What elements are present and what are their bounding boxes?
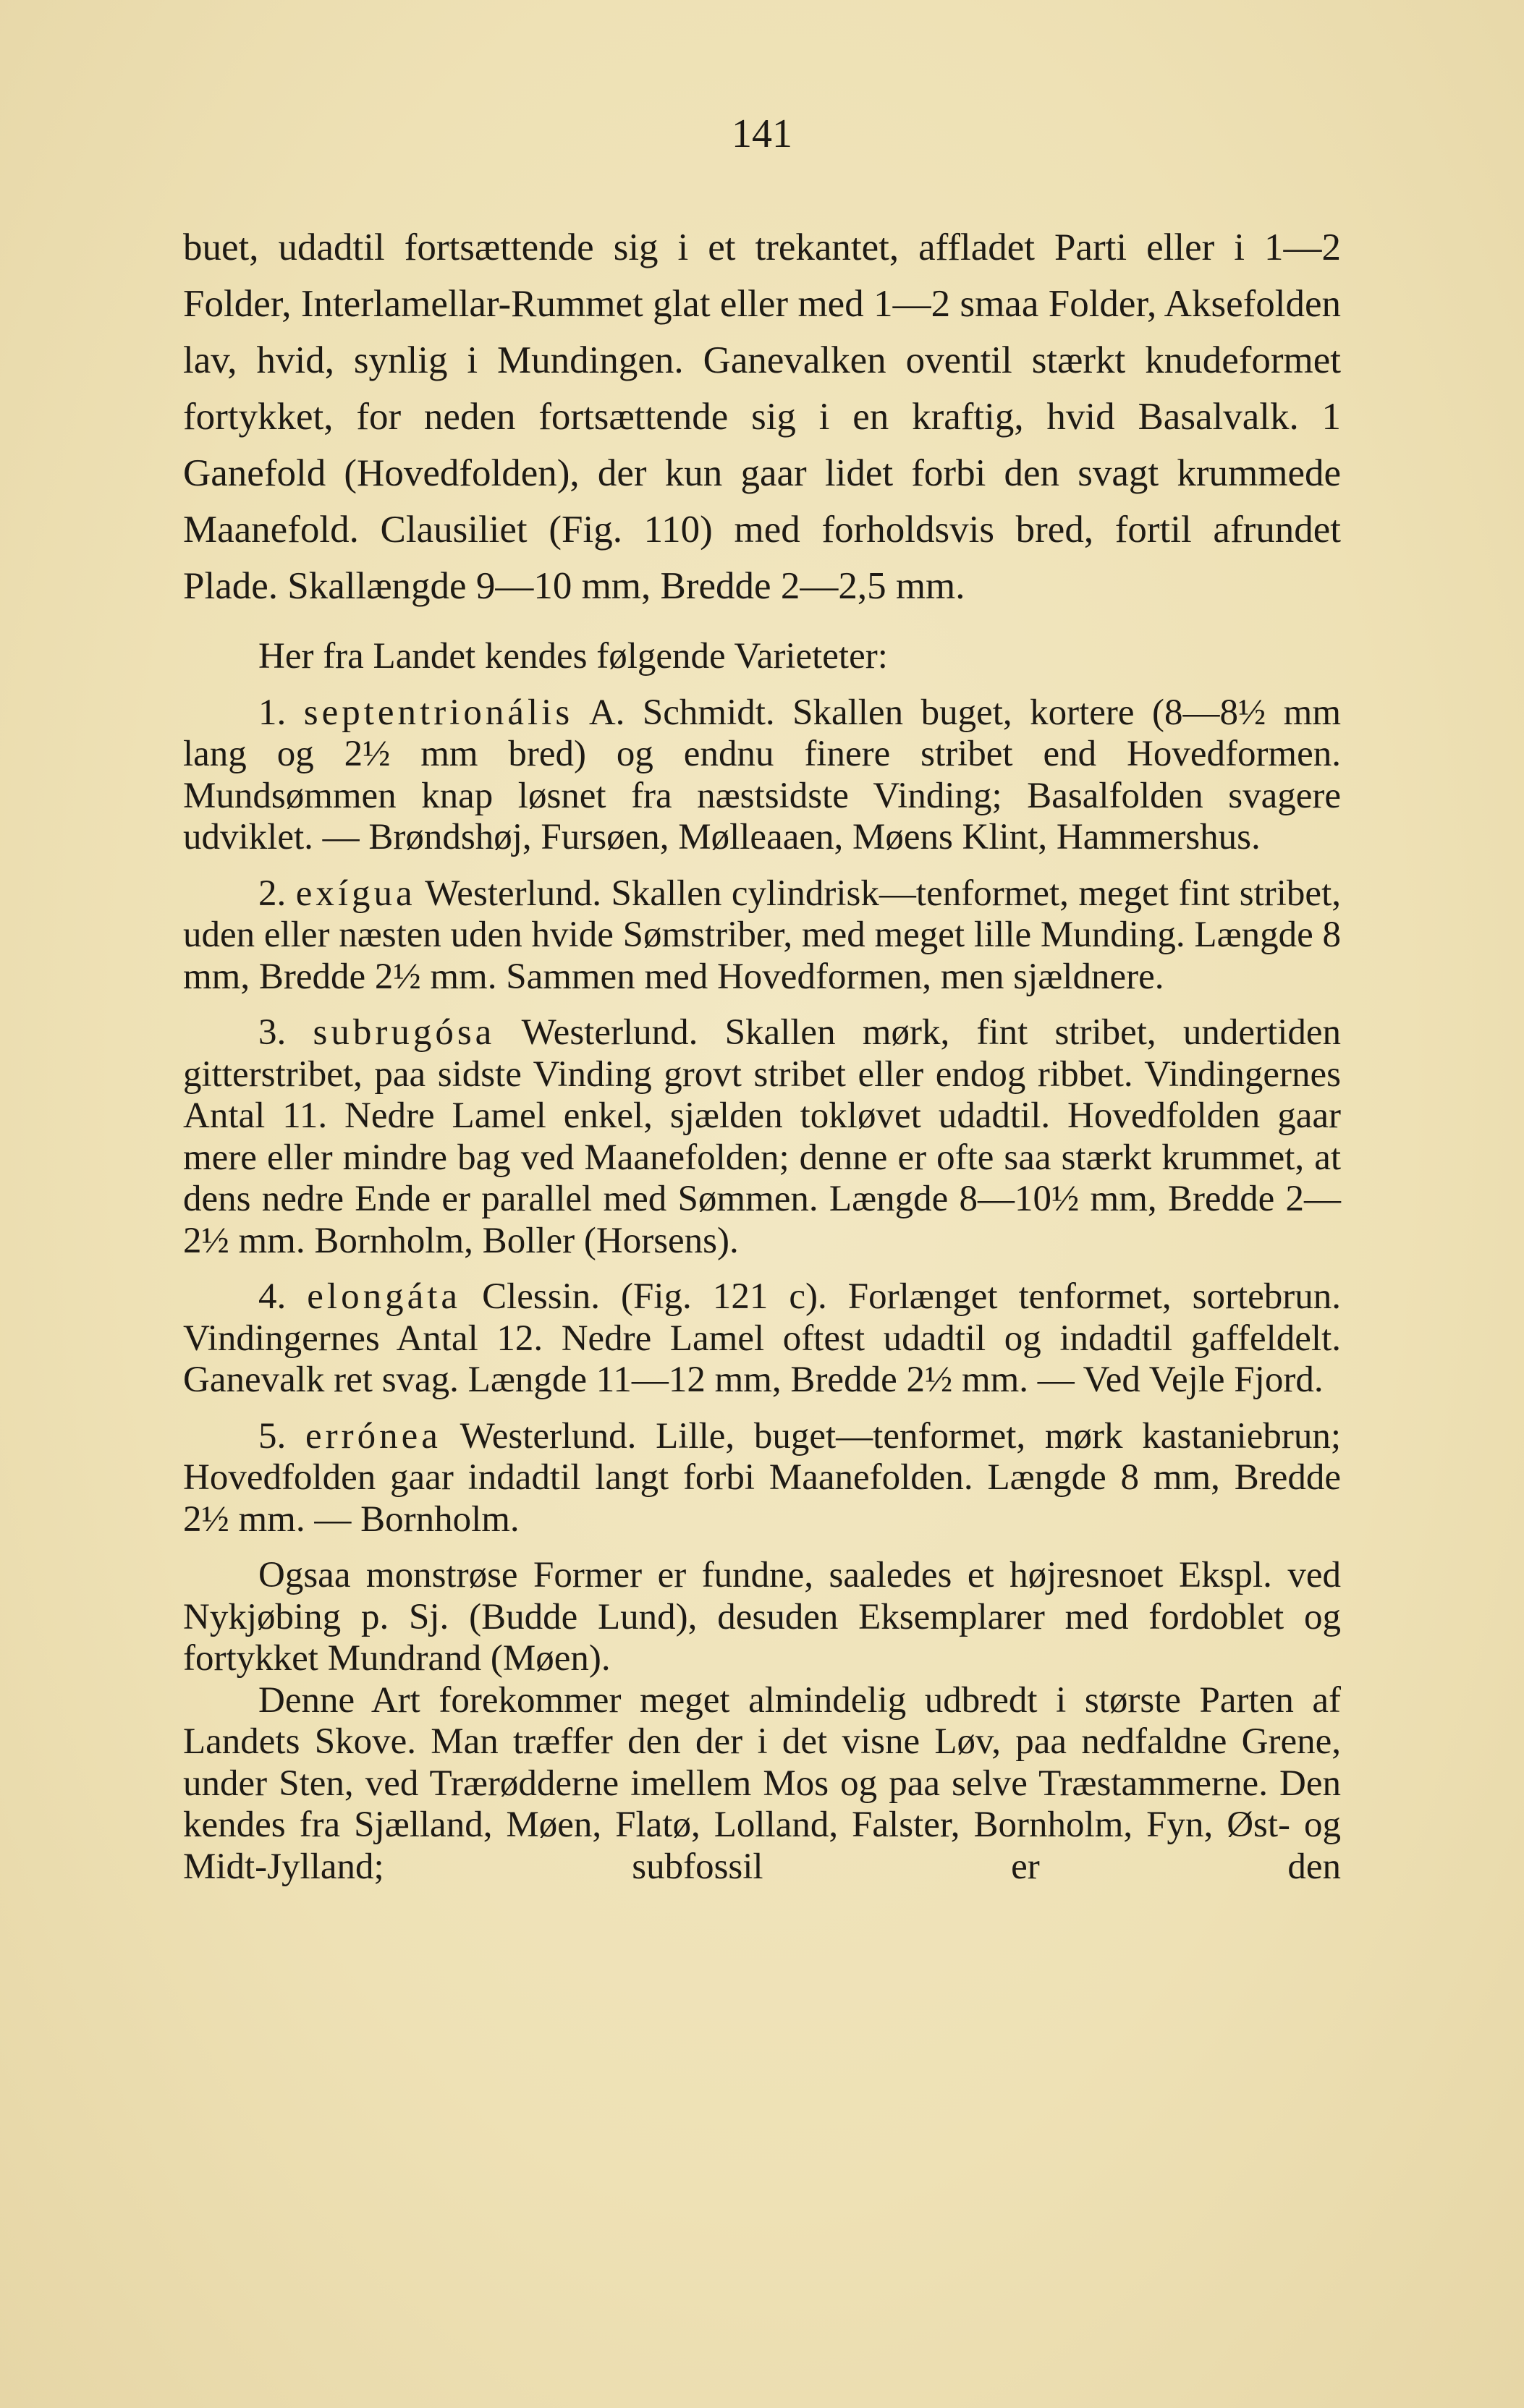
- variety-number: 3.: [258, 1012, 287, 1053]
- variety-2: [183, 873, 1341, 999]
- variety-number: 5.: [258, 1415, 287, 1457]
- closing-paragraph-2: Denne Art forekommer meget almindelig udbredt i største Parten af Landets Skove. Man træffer den der i det visne Løv, paa nedfaldne Grene, under Sten, ved Trærødderne imellem Mos og paa selve Træstammerne. Den kendes fra Sjælland, Møen, Flatø, Lolland, Falster, Bornholm, Fyn, Øst- og Midt-Jylland; subfossil er den: [183, 1679, 1341, 1887]
- page-text: [183, 219, 1341, 1888]
- variety-name: errónea: [305, 1415, 441, 1457]
- variety-name: exígua: [295, 873, 416, 914]
- variety-1: [183, 692, 1341, 859]
- varieties-heading: Her fra Landet kendes følgende Varieteter:: [258, 636, 888, 677]
- variety-name: septentrionális: [303, 692, 574, 733]
- variety-text: Westerlund. Skallen cylindrisk—tenformet, meget fint stribet, uden eller næsten uden hvide Sømstriber, med meget lille Munding. Længde 8 mm, Bredde 2½ mm. Sammen med Hovedformen, men sjældnere.: [183, 873, 1341, 997]
- variety-5: [183, 1416, 1341, 1541]
- page-number: 141: [732, 111, 792, 156]
- variety-text: Clessin. (Fig. 121 c). Forlænget tenformet, sortebrun. Vindingernes Antal 12. Nedre Lamel oftest udadtil og indadtil gaffeldelt. Ganevalk ret svag. Længde 11—12 mm, Bredde 2½ mm. — Ved Vejle Fjord.: [183, 1276, 1342, 1400]
- variety-text: Westerlund. Skallen mørk, fint stribet, undertiden gitterstribet, paa sidste Vinding grovt stribet eller endog ribbet. Vindingernes Antal 11. Nedre Lamel enkel, sjælden tokløvet udadtil. Hovedfolden gaar mere eller mindre bag ved Maanefolden; denne er ofte saa stærkt krummet, at dens nedre Ende er parallel med Sømmen. Længde 8—10½ mm, Bredde 2—2½ mm. Bornholm, Boller (Horsens).: [183, 1012, 1342, 1261]
- variety-number: 4.: [258, 1276, 287, 1317]
- variety-3: [183, 1012, 1341, 1262]
- variety-text: A. Schmidt. Skallen buget, kortere (8—8½ mm lang og 2½ mm bred) og endnu finere stribet end Hovedformen. Mundsømmen knap løsnet fra næstsidste Vinding; Basalfolden svagere udviklet. — Brøndshøj, Fursøen, Mølleaaen, Møens Klint, Hammershus.: [183, 692, 1342, 857]
- variety-name: elongáta: [307, 1276, 462, 1317]
- variety-name: subrugósa: [313, 1012, 496, 1053]
- intro-paragraph: buet, udadtil fortsættende sig i et trekantet, affladet Parti eller i 1—2 Folder, Interlamellar-Rummet glat eller med 1—2 smaa Folder, Aksefolden lav, hvid, synlig i Mundingen. Ganevalken oventil stærkt knudeformet fortykket, for neden fortsættende sig i en kraftig, hvid Basalvalk. 1 Ganefold (Hovedfolden), der kun gaar lidet forbi den svagt krummede Maanefold. Clausiliet (Fig. 110) med forholdsvis bred, fortil afrundet Plade. Skallængde 9—10 mm, Bredde 2—2,5 mm.: [183, 226, 1341, 607]
- variety-text: Westerlund. Lille, buget—tenformet, mørk kastaniebrun; Hovedfolden gaar indadtil langt forbi Maanefolden. Længde 8 mm, Bredde 2½ mm. — Bornholm.: [183, 1415, 1341, 1540]
- variety-number: 2.: [258, 873, 287, 914]
- closing-paragraph-1: Ogsaa monstrøse Former er fundne, saaledes et højresnoet Ekspl. ved Nykjøbing p. Sj. (Budde Lund), desuden Eksemplarer med fordoblet og fortykket Mundrand (Møen).: [183, 1555, 1341, 1679]
- variety-4: [183, 1276, 1341, 1402]
- variety-number: 1.: [258, 692, 287, 733]
